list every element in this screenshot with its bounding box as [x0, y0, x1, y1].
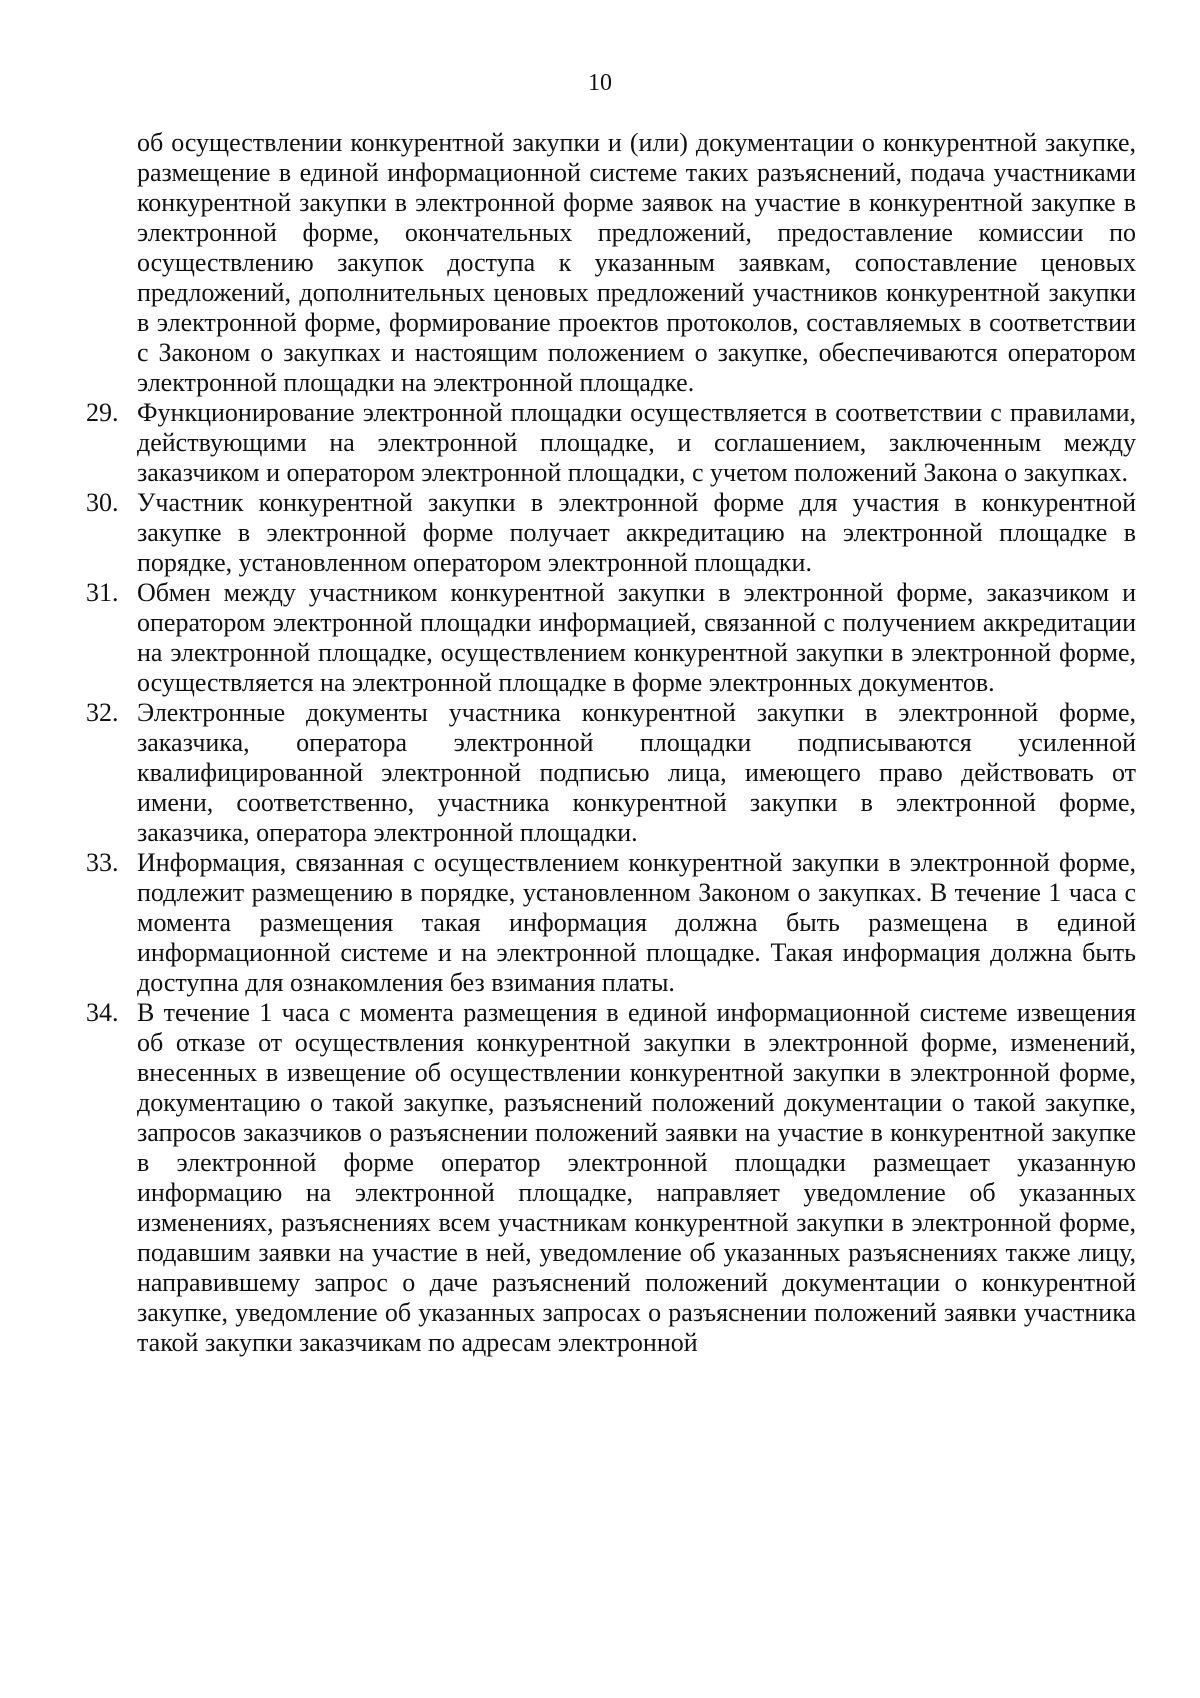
item-text: Участник конкурентной закупки в электронной форме для участия в конкурентной закупке в электронной форме получает аккредитацию на электронной площадке в порядке, установленном оператором электронной площадки.	[137, 488, 1136, 577]
list-item	[86, 398, 1136, 488]
list-item	[86, 998, 1136, 1358]
item-text: Информация, связанная с осуществлением конкурентной закупки в электронной форме, подлежит размещению в порядке, установленном Законом о закупках. В течение 1 часа с момента размещения такая информация должна быть размещена в единой информационной системе и на электронной площадке. Такая информация должна быть доступна для ознакомления без взимания платы.	[137, 848, 1136, 997]
page-number: 10	[588, 70, 612, 96]
list-item	[86, 488, 1136, 578]
item-number: 33.	[86, 848, 119, 877]
item-text: Функционирование электронной площадки осуществляется в соответствии с правилами, действующими на электронной площадке, и соглашением, заключенным между заказчиком и оператором электронной площадки, с учетом положений Закона о закупках.	[137, 398, 1136, 487]
item-text: В течение 1 часа с момента размещения в единой информационной системе извещения об отказе от осуществления конкурентной закупки в электронной форме, изменений, внесенных в извещение об осуществлении конкурентной закупки в электронной форме, документацию о такой закупке, разъяснений положений документации о такой закупке, запросов заказчиков о разъяснении положений заявки на участие в конкурентной закупке в электронной форме оператор электронной площадки размещает указанную информацию на электронной площадке, направляет уведомление об указанных изменениях, разъяснениях всем участникам конкурентной закупки в электронной форме, подавшим заявки на участие в ней, уведомление об указанных разъяснениях также лицу, направившему запрос о даче разъяснений положений документации о конкурентной закупке, уведомление об указанных запросах о разъяснении положений заявки участника такой закупки заказчикам по адресам электронной	[137, 998, 1136, 1357]
item-number: 30.	[86, 488, 119, 517]
document-body	[86, 128, 1136, 1358]
intro-paragraph: об осуществлении конкурентной закупки и (или) документации о конкурентной закупке, размещение в единой информационной системе таких разъяснений, подача участниками конкурентной закупки в электронной форме заявок на участие в конкурентной закупке в электронной форме, окончательных предложений, предоставление комиссии по осуществлению закупок доступа к указанным заявкам, сопоставление ценовых предложений, дополнительных ценовых предложений участников конкурентной закупки в электронной форме, формирование проектов протоколов, составляемых в соответствии с Законом о закупках и настоящим положением о закупке, обеспечиваются оператором электронной площадки на электронной площадке.	[137, 128, 1136, 397]
numbered-list	[86, 398, 1136, 1358]
item-number: 32.	[86, 698, 119, 727]
item-number: 29.	[86, 398, 119, 427]
item-number: 31.	[86, 578, 119, 607]
item-number: 34.	[86, 998, 119, 1027]
list-item	[86, 578, 1136, 698]
item-text: Электронные документы участника конкурентной закупки в электронной форме, заказчика, оператора электронной площадки подписываются усиленной квалифицированной электронной подписью лица, имеющего право действовать от имени, соответственно, участника конкурентной закупки в электронной форме, заказчика, оператора электронной площадки.	[137, 698, 1136, 847]
list-item	[86, 848, 1136, 998]
list-item	[86, 698, 1136, 848]
item-text: Обмен между участником конкурентной закупки в электронной форме, заказчиком и оператором электронной площадки информацией, связанной с получением аккредитации на электронной площадке, осуществлением конкурентной закупки в электронной форме, осуществляется на электронной площадке в форме электронных документов.	[137, 578, 1136, 697]
